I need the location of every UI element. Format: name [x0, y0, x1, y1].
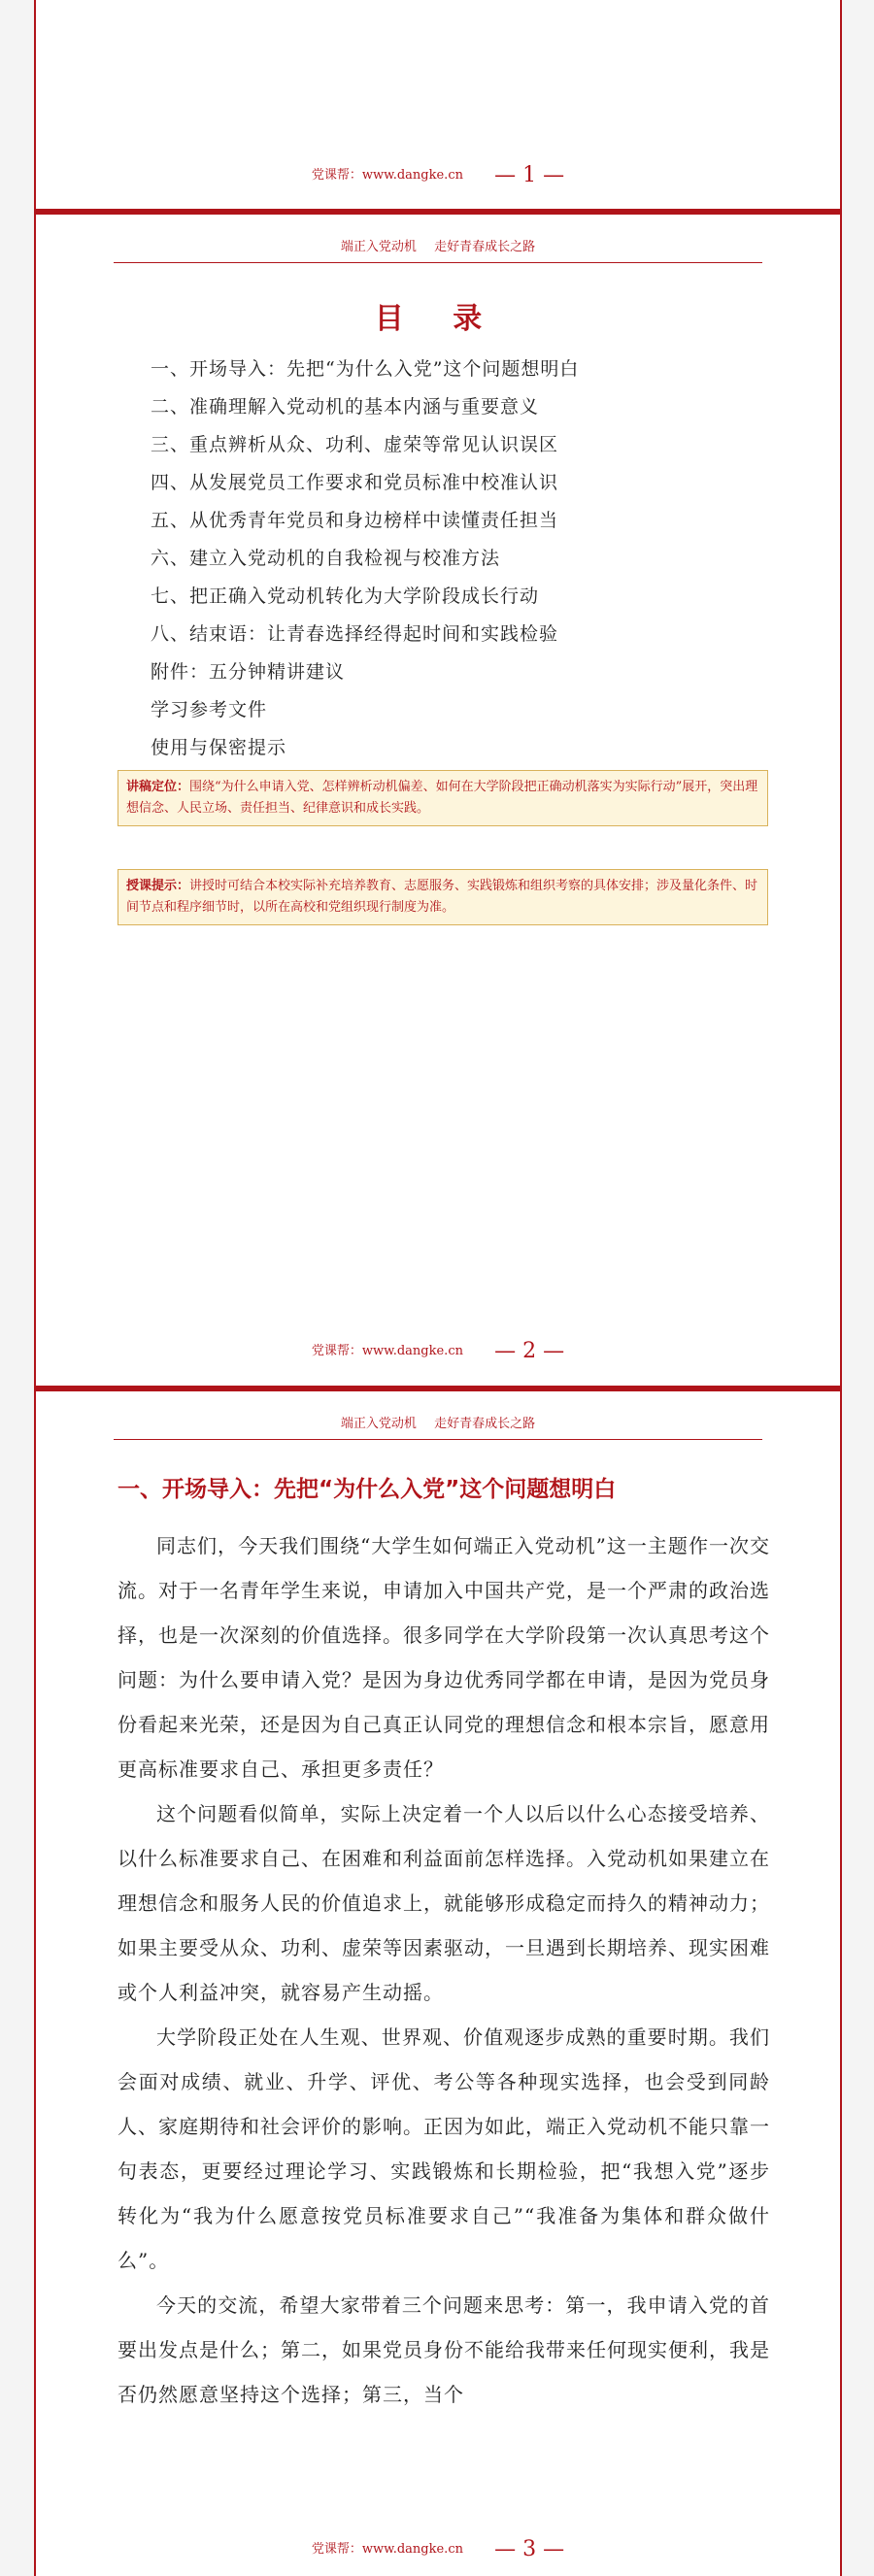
page-footer — [36, 1339, 840, 1363]
running-head-right: 走好青春成长之路 — [434, 1417, 536, 1431]
tip-text: 讲授时可结合本校实际补充培养教育、志愿服务、实践锻炼和组织考察的具体安排；涉及量化条件、时间节点和程序细节时，以所在高校和党组织现行制度为准。 — [126, 879, 758, 915]
toc-item[interactable]: 附件：五分钟精讲建议 — [151, 661, 346, 683]
page-footer — [36, 2537, 840, 2561]
positioning-text: 围绕“为什么申请入党、怎样辨析动机偏差、如何在大学阶段把正确动机落实为实际行动”展开，突出理想信念、人民立场、责任担当、纪律意识和成长实践。 — [126, 780, 758, 816]
toc-item[interactable]: 八、结束语：让青春选择经得起时间和实践检验 — [151, 623, 559, 645]
toc-item[interactable]: 学习参考文件 — [151, 699, 268, 720]
toc-item[interactable]: 三、重点辨析从众、功利、虚荣等常见认识误区 — [151, 434, 559, 455]
page-number: — 3 — — [494, 2537, 565, 2561]
table-of-contents — [151, 351, 579, 767]
paragraph: 今天的交流，希望大家带着三个问题来思考：第一，我申请入党的首要出发点是什么；第二，如果党员身份不能给我带来任何现实便利，我是否仍然愿意坚持这个选择；第三，当个 — [118, 2293, 770, 2406]
running-head — [114, 236, 762, 263]
page-footer — [36, 163, 840, 187]
toc-item[interactable]: 二、准确理解入党动机的基本内涵与重要意义 — [151, 396, 540, 418]
running-head-left: 端正入党动机 — [340, 240, 417, 254]
footer-site: 党课帮：www.dangke.cn — [311, 2542, 463, 2557]
page-number: — 2 — — [494, 1339, 565, 1363]
toc-item[interactable]: 六、建立入党动机的自我检视与校准方法 — [151, 548, 501, 569]
toc-item[interactable]: 一、开场导入：先把“为什么入党”这个问题想明白 — [151, 358, 580, 380]
page-number: — 1 — — [494, 163, 565, 187]
positioning-note — [118, 770, 768, 826]
tip-label: 授课提示： — [126, 879, 190, 893]
running-head — [114, 1413, 762, 1440]
running-head-left: 端正入党动机 — [340, 1417, 417, 1431]
toc-item[interactable]: 五、从优秀青年党员和身边榜样中读懂责任担当 — [151, 510, 559, 531]
footer-site: 党课帮：www.dangke.cn — [311, 168, 463, 183]
page-1 — [34, 0, 842, 212]
toc-title: 目 录 — [374, 302, 502, 336]
paragraph: 大学阶段正处在人生观、世界观、价值观逐步成熟的重要时期。我们会面对成绩、就业、升学、评优、考公等各种现实选择，也会受到同龄人、家庭期待和社会评价的影响。正因为如此，端正入党动机不能只靠一句表态，更要经过理论学习、实践锻炼和长期检验，把“我想入党”逐步转化为“我为什么愿意按党员标准要求自己”“我准备为集体和群众做什么”。 — [118, 2025, 770, 2272]
paragraph: 这个问题看似简单，实际上决定着一个人以后以什么心态接受培养、以什么标准要求自己、在困难和利益面前怎样选择。入党动机如果建立在理想信念和服务人民的价值追求上，就能够形成稳定而持久的精神动力；如果主要受从众、功利、虚荣等因素驱动，一旦遇到长期培养、现实困难或个人利益冲突，就容易产生动摇。 — [118, 1802, 770, 2004]
positioning-label: 讲稿定位： — [126, 780, 190, 794]
section-heading: 一、开场导入：先把“为什么入党”这个问题想明白 — [118, 1477, 617, 1502]
paragraph: 同志们，今天我们围绕“大学生如何端正入党动机”这一主题作一次交流。对于一名青年学生来说，申请加入中国共产党，是一个严肃的政治选择，也是一次深刻的价值选择。很多同学在大学阶段第一次认真思考这个问题：为什么要申请入党？是因为身边优秀同学都在申请，是因为党员身份看起来光荣，还是因为自己真正认同党的理想信念和根本宗旨，愿意用更高标准要求自己、承担更多责任？ — [118, 1534, 770, 1781]
toc-item[interactable]: 使用与保密提示 — [151, 737, 287, 758]
teaching-tip-note — [118, 869, 768, 925]
toc-item[interactable]: 七、把正确入党动机转化为大学阶段成长行动 — [151, 585, 540, 607]
footer-site: 党课帮：www.dangke.cn — [311, 1344, 463, 1358]
running-head-right: 走好青春成长之路 — [434, 240, 536, 254]
page-3 — [34, 1388, 842, 2576]
section-body — [118, 1523, 770, 2417]
page-2 — [34, 212, 842, 1388]
toc-item[interactable]: 四、从发展党员工作要求和党员标准中校准认识 — [151, 472, 559, 493]
